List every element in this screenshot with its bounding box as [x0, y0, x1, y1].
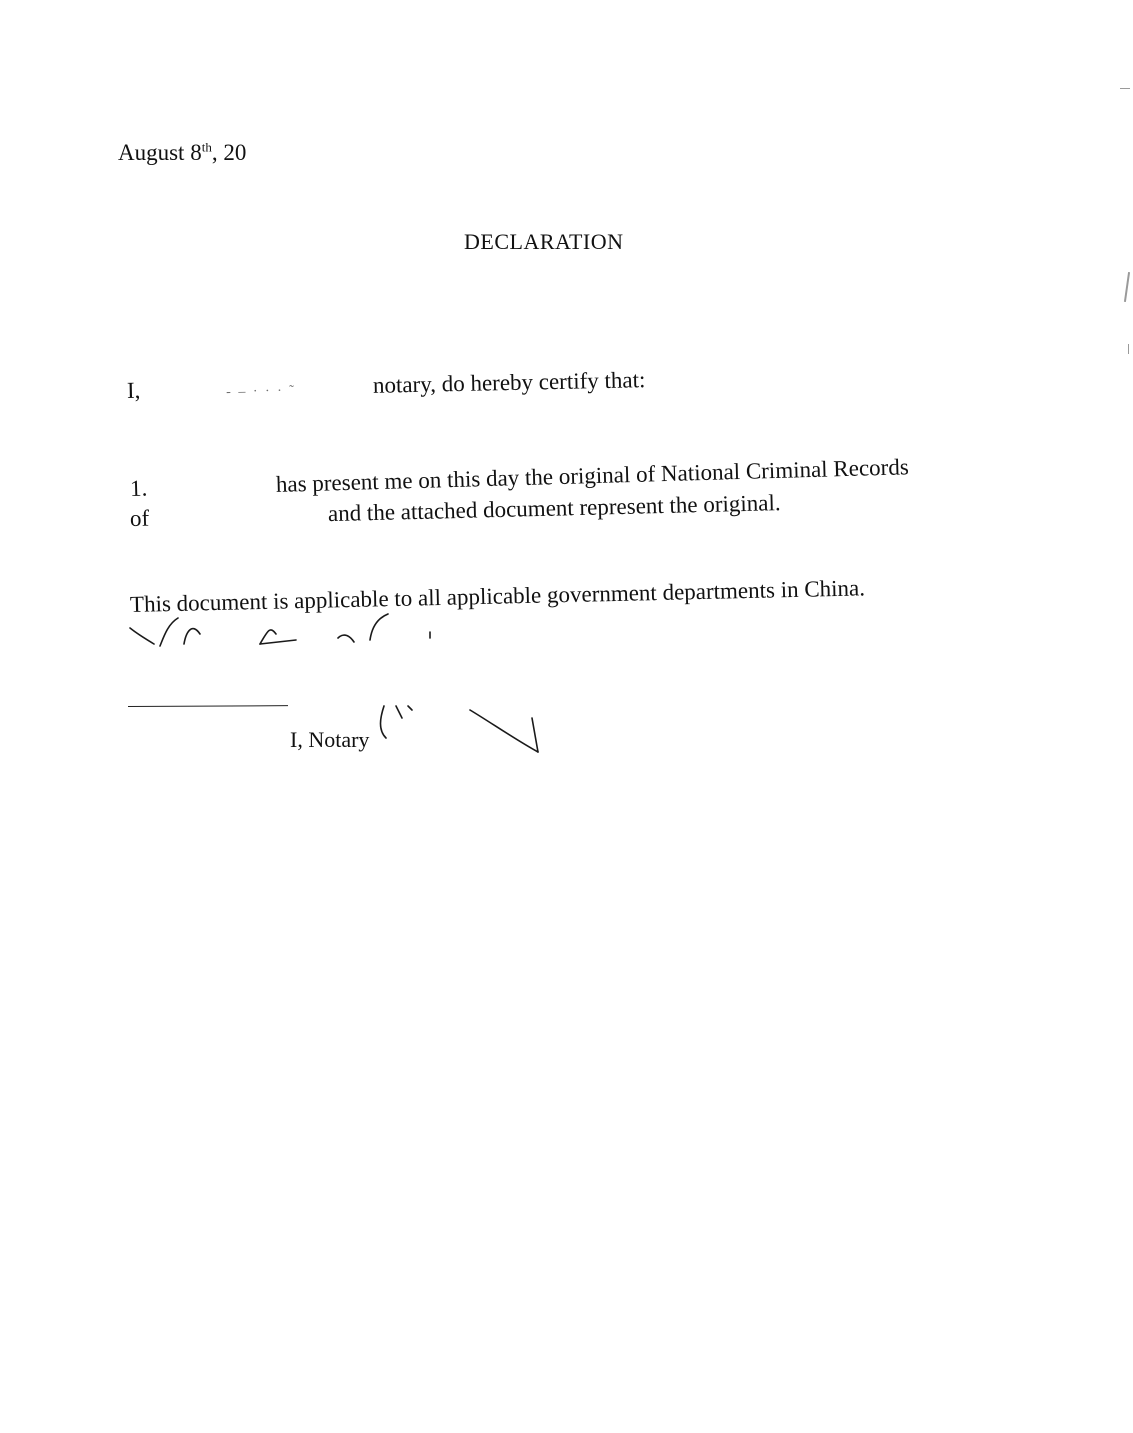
- item-1-text-a: has present me on this day the original of National Criminal Records: [275, 454, 910, 497]
- date-year: , 20: [211, 140, 247, 165]
- document-title: DECLARATION: [464, 229, 624, 254]
- date-suffix: th: [201, 139, 212, 155]
- certify-line-lead: I,: [126, 377, 141, 403]
- certify-line: [127, 367, 646, 404]
- scan-edge-mark: [1124, 272, 1130, 302]
- scan-edge-mark: [1128, 344, 1129, 354]
- certify-line-text: notary, do hereby certify that:: [372, 367, 646, 398]
- item-1-line-a: [130, 454, 909, 502]
- item-1-text-b: and the attached document represent the original.: [327, 490, 781, 527]
- redacted-name: ‑ ‒ · · · ˜: [226, 383, 297, 400]
- item-1-number: 1.: [129, 475, 148, 501]
- item-1-of: of: [129, 505, 150, 531]
- notary-label: I, Notary: [290, 727, 370, 752]
- document-date: [118, 140, 246, 166]
- handwritten-signature: [120, 610, 570, 770]
- certify-line-lead-wrap: [127, 373, 373, 404]
- item-1-number-wrap: [130, 472, 277, 502]
- scan-edge-mark: [1120, 88, 1130, 89]
- applicable-statement: This document is applicable to all applicable government departments in China.: [129, 575, 866, 617]
- item-1-of-wrap: [130, 501, 329, 532]
- date-month-day: August 8: [118, 140, 202, 165]
